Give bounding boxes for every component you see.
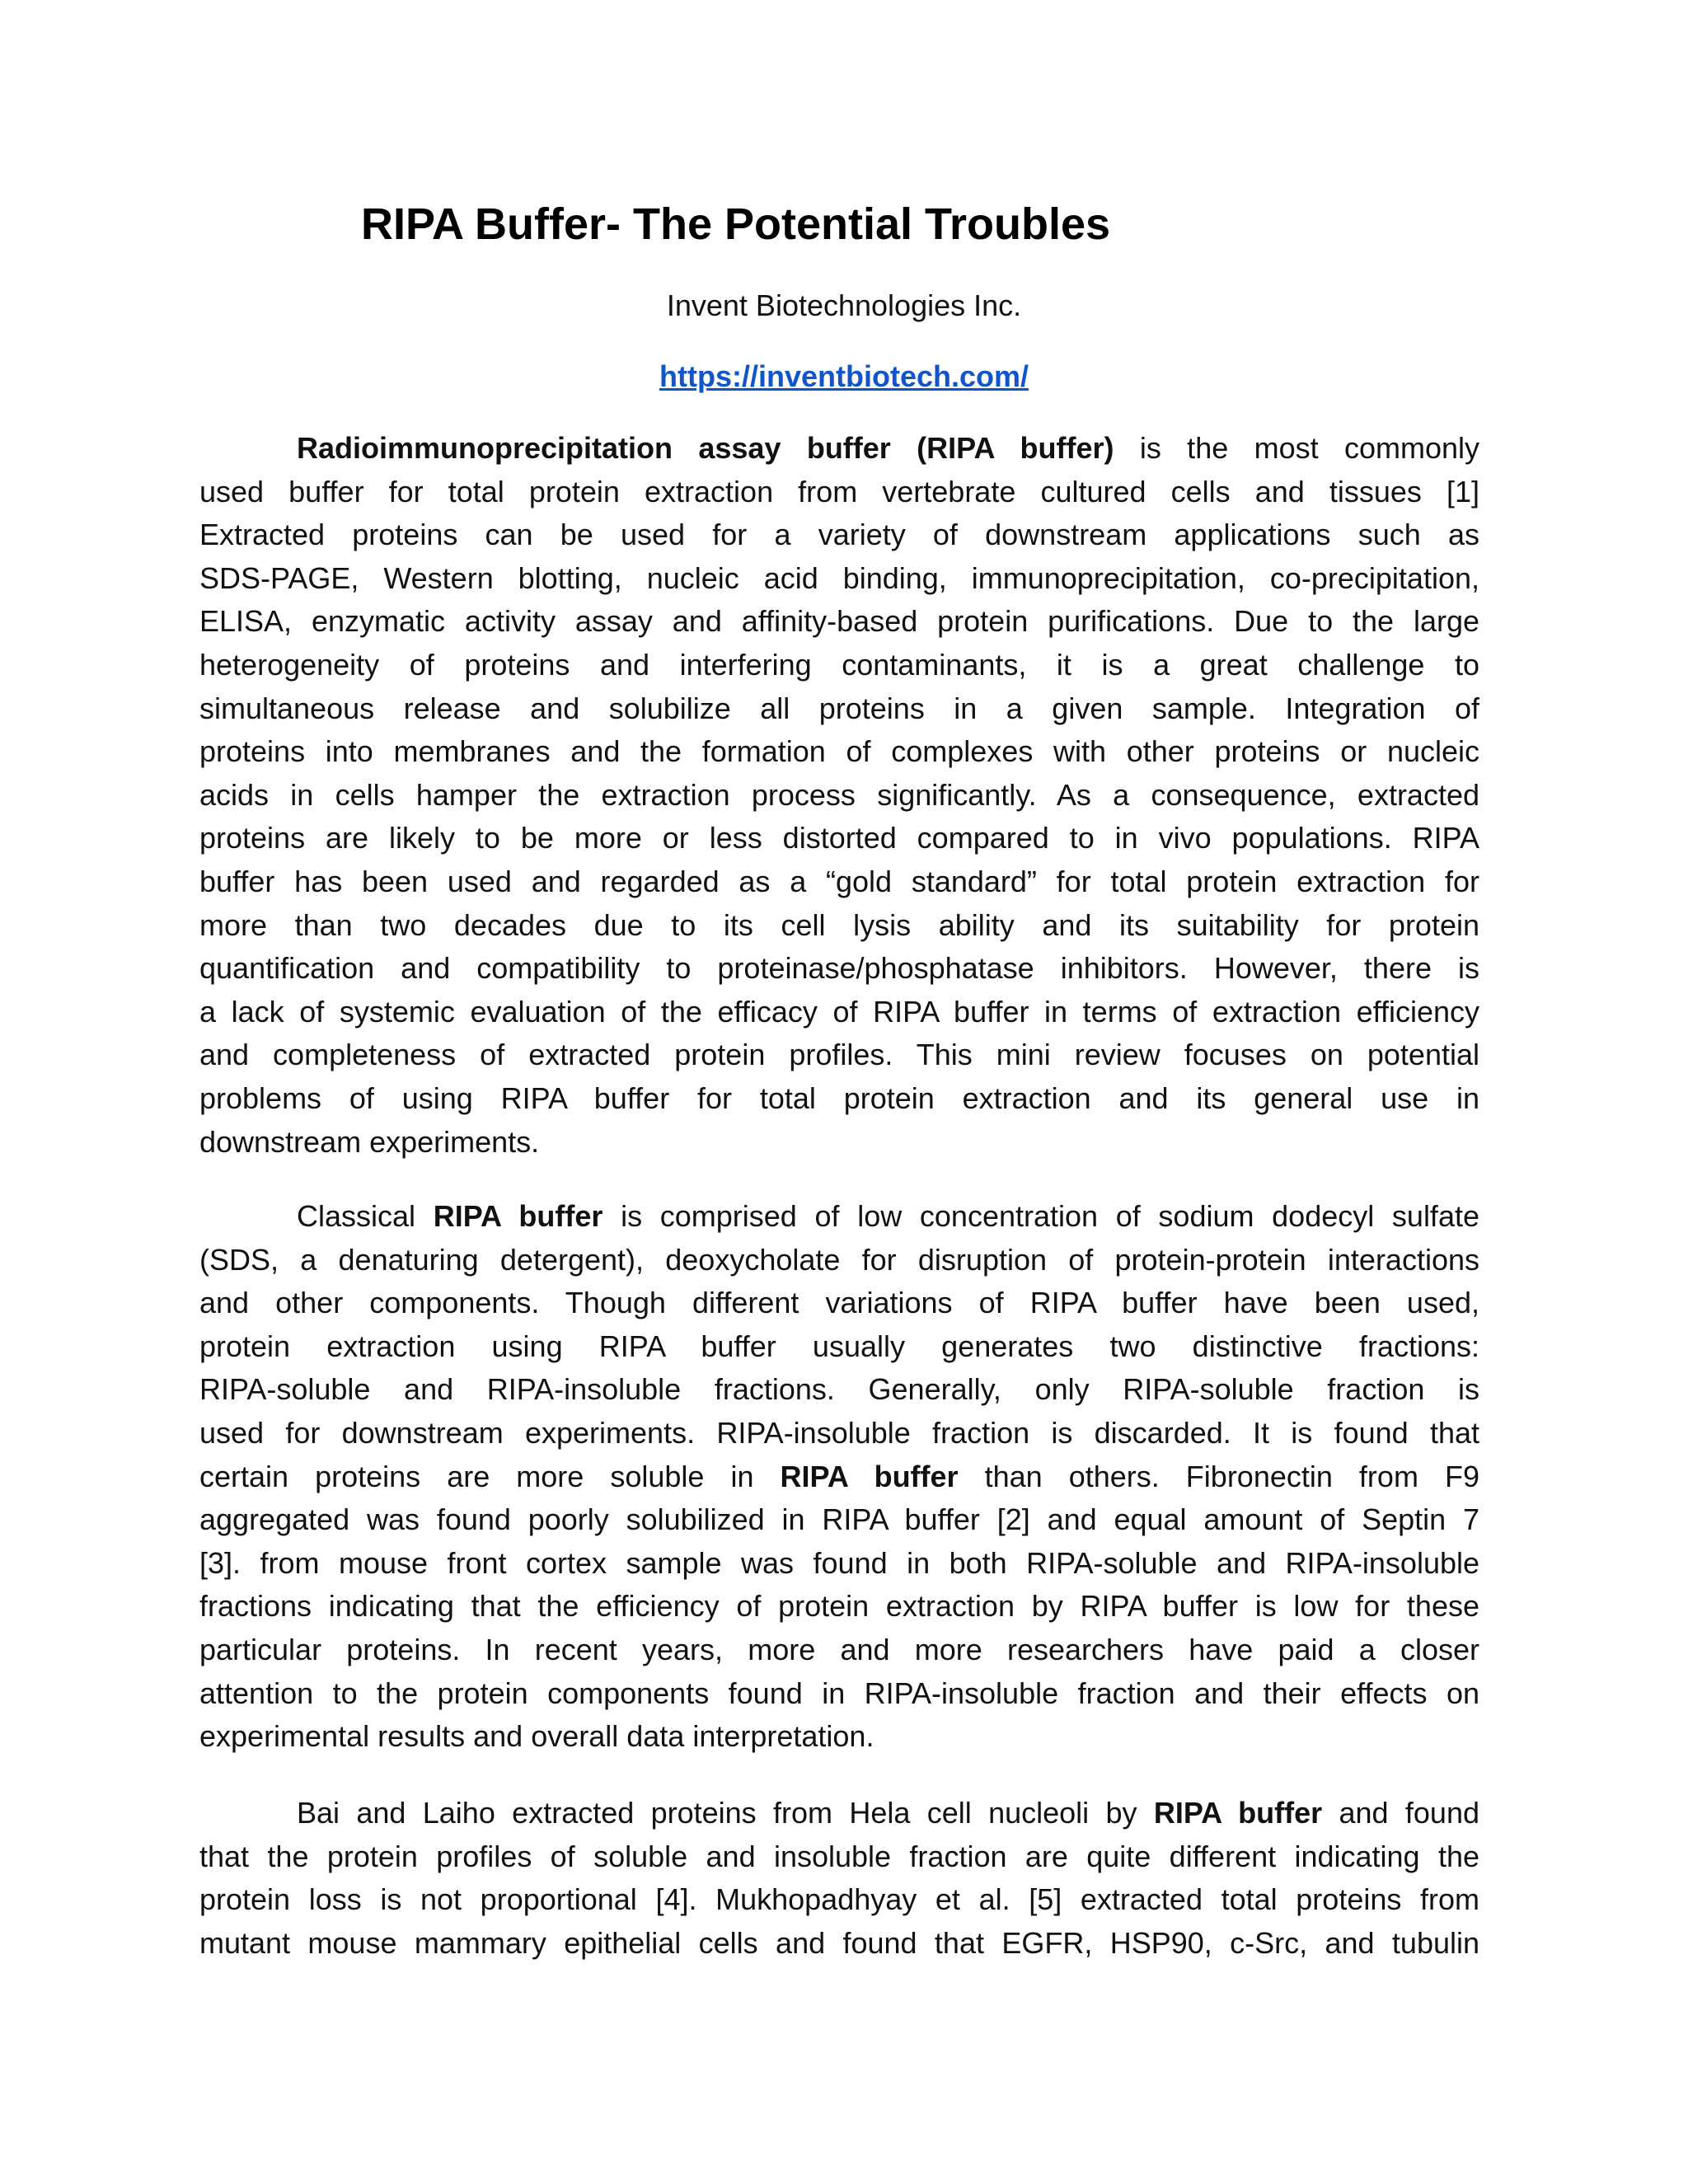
- paragraph-line: more than two decades due to its cell lysis ability and its suitability for protein: [199, 907, 1479, 942]
- paragraph-line: proteins are likely to be more or less distorted compared to in vivo populations. RIPA: [199, 821, 1479, 855]
- paragraph-intro: [199, 427, 1479, 1164]
- paragraph-line: ELISA, enzymatic activity assay and affinity-based protein purifications. Due to the large: [199, 604, 1479, 639]
- paragraph-line: Radioimmunoprecipitation assay buffer (RIPA buffer) is the most commonly: [297, 431, 1479, 465]
- bold-term: RIPA buffer: [1153, 1796, 1323, 1830]
- paragraph-line: protein loss is not proportional [4]. Mukhopadhyay et al. [5] extracted total proteins from: [199, 1882, 1479, 1917]
- paragraph-line: aggregated was found poorly solubilized in RIPA buffer [2] and equal amount of Septin 7: [199, 1502, 1479, 1537]
- paragraph-line: attention to the protein components found in RIPA-insoluble fraction and their effects on: [199, 1675, 1479, 1710]
- paragraph-line: [3]. from mouse front cortex sample was found in both RIPA-soluble and RIPA-insoluble: [199, 1545, 1479, 1580]
- paragraph-line: heterogeneity of proteins and interfering contaminants, it is a great challenge to: [199, 647, 1479, 682]
- paragraph-line: proteins into membranes and the formation of complexes with other proteins or nucleic: [199, 734, 1479, 769]
- bold-term: RIPA buffer: [780, 1459, 959, 1493]
- paragraph-line: simultaneous release and solubilize all proteins in a given sample. Integration of: [199, 691, 1479, 725]
- paragraph-line: quantification and compatibility to proteinase/phosphatase inhibitors. However, there is: [199, 951, 1479, 986]
- website-link[interactable]: https://inventbiotech.com/: [659, 359, 1029, 393]
- paragraph-line: used for downstream experiments. RIPA-insoluble fraction is discarded. It is found that: [199, 1415, 1479, 1450]
- paragraph-line: problems of using RIPA buffer for total protein extraction and its general use in: [199, 1080, 1479, 1115]
- bold-term: RIPA buffer: [433, 1199, 603, 1233]
- paragraph-bai-laiho: [199, 1792, 1479, 1965]
- website-link-line: [0, 356, 1688, 397]
- paragraph-line: SDS-PAGE, Western blotting, nucleic acid binding, immunoprecipitation, co-precipitation,: [199, 560, 1479, 595]
- paragraph-line: and other components. Though different variations of RIPA buffer have been used,: [199, 1286, 1479, 1320]
- paragraph-line: acids in cells hamper the extraction process significantly. As a consequence, extracted: [199, 777, 1479, 812]
- paragraph-line: downstream experiments.: [199, 1124, 540, 1159]
- paragraph-line: protein extraction using RIPA buffer usually generates two distinctive fractions:: [199, 1329, 1479, 1363]
- paragraph-line: that the protein profiles of soluble and insoluble fraction are quite different indicating the: [199, 1839, 1479, 1873]
- paragraph-line: and completeness of extracted protein profiles. This mini review focuses on potential: [199, 1038, 1479, 1072]
- paragraph-line: particular proteins. In recent years, more and more researchers have paid a closer: [199, 1632, 1479, 1666]
- paragraph-line: mutant mouse mammary epithelial cells and found that EGFR, HSP90, c-Src, and tubulin: [199, 1925, 1479, 1960]
- paragraph-line: experimental results and overall data interpretation.: [199, 1719, 874, 1754]
- paragraph-line: Extracted proteins can be used for a variety of downstream applications such as: [199, 518, 1479, 552]
- paragraph-line: Classical RIPA buffer is comprised of low concentration of sodium dodecyl sulfate: [297, 1199, 1479, 1233]
- paragraph-line: a lack of systemic evaluation of the efficacy of RIPA buffer in terms of extraction efficiency: [199, 994, 1479, 1029]
- paragraph-line: buffer has been used and regarded as a “gold standard” for total protein extraction for: [199, 864, 1479, 898]
- paragraph-line: used buffer for total protein extraction from vertebrate cultured cells and tissues [1]: [199, 474, 1479, 509]
- paragraph-line: Bai and Laiho extracted proteins from Hela cell nucleoli by RIPA buffer and found: [297, 1796, 1479, 1830]
- paragraph-line: (SDS, a denaturing detergent), deoxycholate for disruption of protein-protein interactions: [199, 1242, 1479, 1277]
- paragraph-line: RIPA-soluble and RIPA-insoluble fractions. Generally, only RIPA-soluble fraction is: [199, 1372, 1479, 1407]
- bold-term: Radioimmunoprecipitation assay buffer (RIPA buffer): [297, 431, 1114, 465]
- paragraph-classical-ripa: [199, 1195, 1479, 1759]
- paragraph-line: certain proteins are more soluble in RIPA buffer than others. Fibronectin from F9: [199, 1459, 1479, 1493]
- document-title: RIPA Buffer- The Potential Troubles: [361, 199, 1111, 249]
- organization-name: Invent Biotechnologies Inc.: [666, 288, 1022, 322]
- paragraph-line: fractions indicating that the efficiency of protein extraction by RIPA buffer is low for these: [199, 1589, 1479, 1624]
